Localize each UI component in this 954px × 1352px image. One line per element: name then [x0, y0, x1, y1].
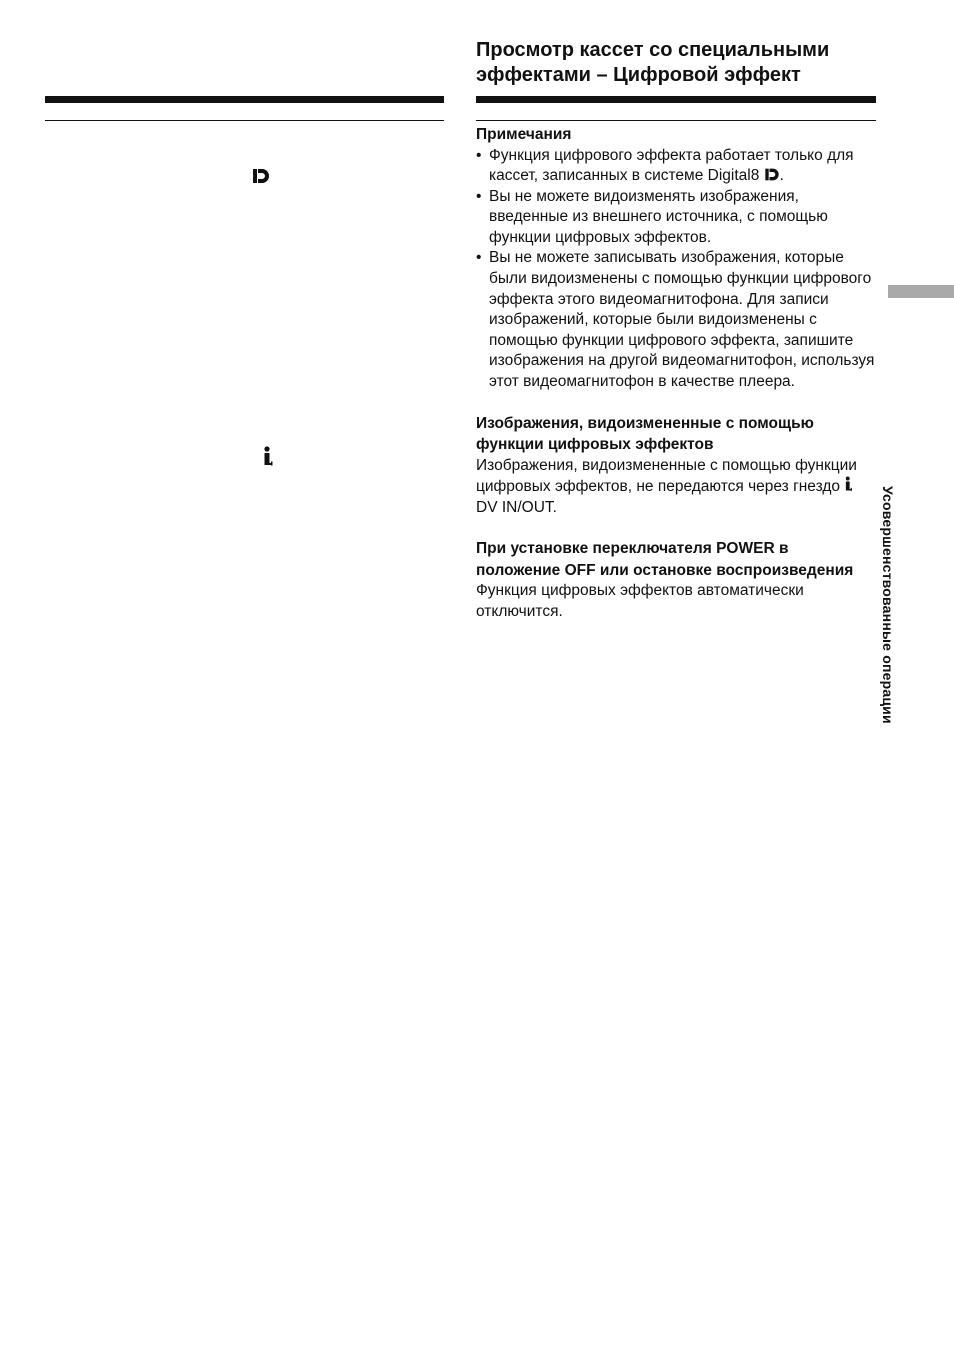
images-section: [476, 413, 876, 519]
page-title-line1: Просмотр кассет со специальными: [476, 39, 830, 61]
left-header-rule-thick: [45, 96, 444, 103]
main-content: [476, 124, 876, 623]
note-item-3-text: Вы не можете записывать изображения, которые были видоизменены с помощью функции цифрового эффекта этого видеомагнитофона. Для записи изображений, которые были видоизменены с помощью функции цифрового эффекта, запишите изображения на другой видеомагнитофон, используя этот видеомагнитофон в качестве плеера.: [489, 249, 875, 391]
note-item-1-suffix: .: [779, 167, 784, 185]
note-item-1-text: Функция цифрового эффекта работает только для кассет, записанных в системе Digital8: [489, 146, 854, 185]
note-item-1: [476, 146, 876, 187]
left-header-rule-thin: [45, 120, 444, 121]
notes-list: [476, 146, 876, 393]
note-item-2: [476, 187, 876, 249]
note-item-3: [476, 248, 876, 392]
i-link-icon: [262, 446, 274, 468]
power-body: Функция цифровых эффектов автоматически отключится.: [476, 582, 804, 620]
power-section: [476, 538, 876, 622]
images-heading: Изображения, видоизмененные с помощью функции цифровых эффектов: [476, 414, 814, 454]
section-tab-marker: [888, 285, 954, 298]
page-title: [476, 38, 896, 88]
sidebar-section-label: Усовершенствованные операции: [880, 486, 896, 724]
images-body-text: Изображения, видоизмененные с помощью функции цифровых эффектов, не передаются через гнездо: [476, 456, 857, 496]
images-body-suffix: DV IN/OUT.: [476, 498, 557, 516]
notes-section: [476, 124, 876, 393]
right-header-rule-thin: [476, 120, 876, 121]
note-item-2-text: Вы не можете видоизменять изображения, введенные из внешнего источника, с помощью функции цифровых эффектов.: [489, 187, 828, 246]
power-heading: При установке переключателя POWER в положение OFF или остановке воспроизведения: [476, 540, 854, 579]
i-link-icon: [844, 476, 853, 493]
right-header-rule-thick: [476, 96, 876, 103]
digital8-icon: [252, 167, 270, 185]
page-title-line2: эффектами – Цифровой эффект: [476, 64, 801, 86]
images-body: [476, 456, 876, 519]
notes-heading: Примечания: [476, 126, 572, 143]
digital8-icon: [764, 167, 780, 182]
